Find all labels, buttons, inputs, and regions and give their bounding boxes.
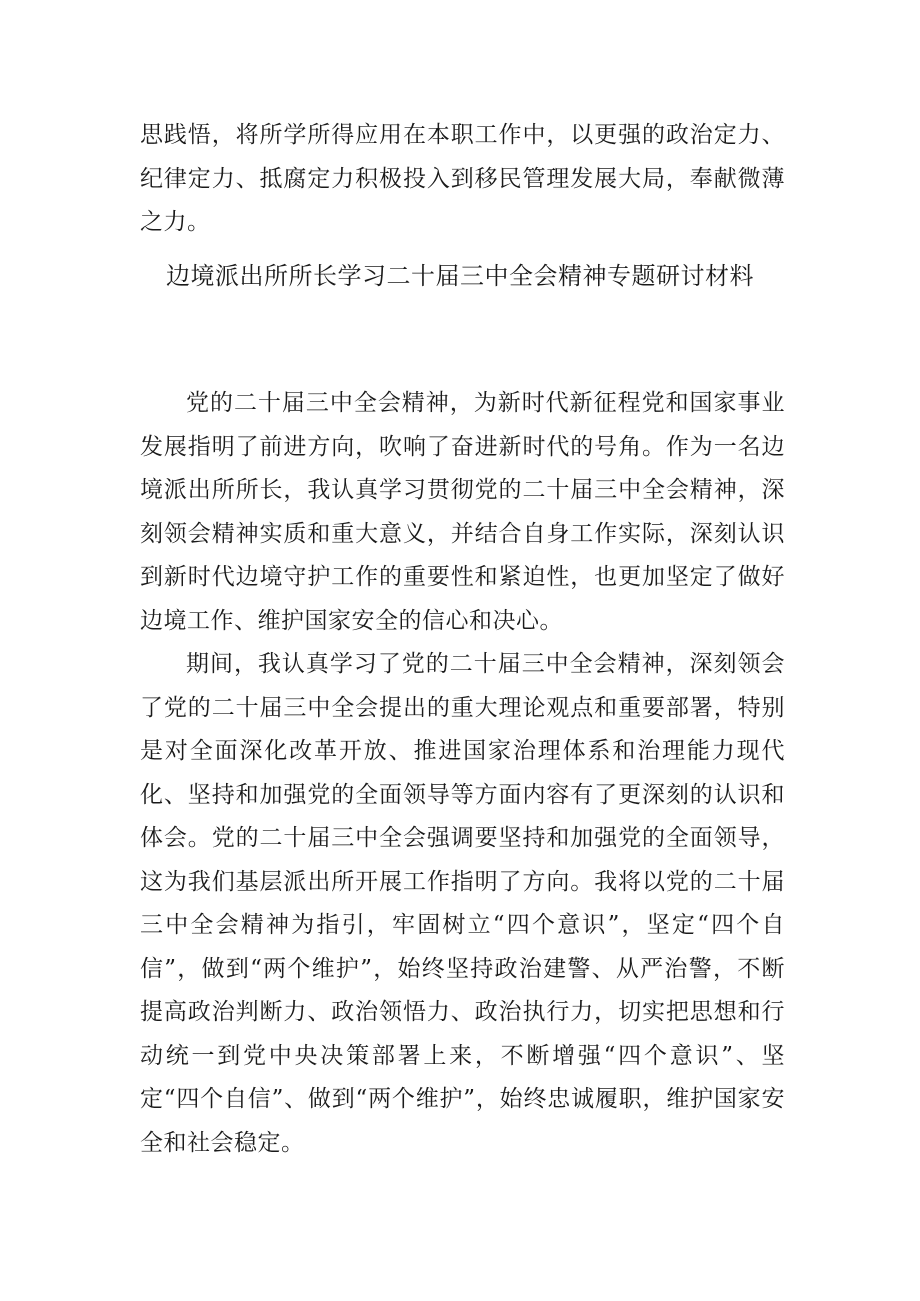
body-paragraph-2: 期间，我认真学习了党的二十届三中全会精神，深刻领会了党的二十届三中全会提出的重大理论观点和重要部署，特别是对全面深化改革开放、推进国家治理体系和治理能力现代化、坚持和加强党的全面领导等方面内容有了更深刻的认识和体会。党的二十届三中全会强调要坚持和加强党的全面领导，这为我们基层派出所开展工作指明了方向。我将以党的二十届三中全会精神为指引，牢固树立“四个意识”，坚定“四个自信”，做到“两个维护”，始终坚持政治建警、从严治警，不断提高政治判断力、政治领悟力、政治执行力，切实把思想和行动统一到党中央决策部署上来，不断增强“四个意识”、坚定“四个自信”、做到“两个维护”，始终忠诚履职，维护国家安全和社会稳定。 [140, 651, 785, 1156]
intro-paragraph: 思践悟，将所学所得应用在本职工作中，以更强的政治定力、纪律定力、抵腐定力积极投入到移民管理发展大局，奉献微薄之力。 [140, 122, 785, 235]
body-section [140, 382, 785, 1165]
intro-section [140, 114, 785, 245]
body-paragraph-1: 党的二十届三中全会精神，为新时代新征程党和国家事业发展指明了前进方向，吹响了奋进新时代的号角。作为一名边境派出所所长，我认真学习贯彻党的二十届三中全会精神，深刻领会精神实质和重大意义，并结合自身工作实际，深刻认识到新时代边境守护工作的重要性和紧迫性，也更加坚定了做好边境工作、维护国家安全的信心和决心。 [140, 390, 785, 634]
document-title: 边境派出所所长学习二十届三中全会精神专题研讨材料 [166, 262, 754, 290]
